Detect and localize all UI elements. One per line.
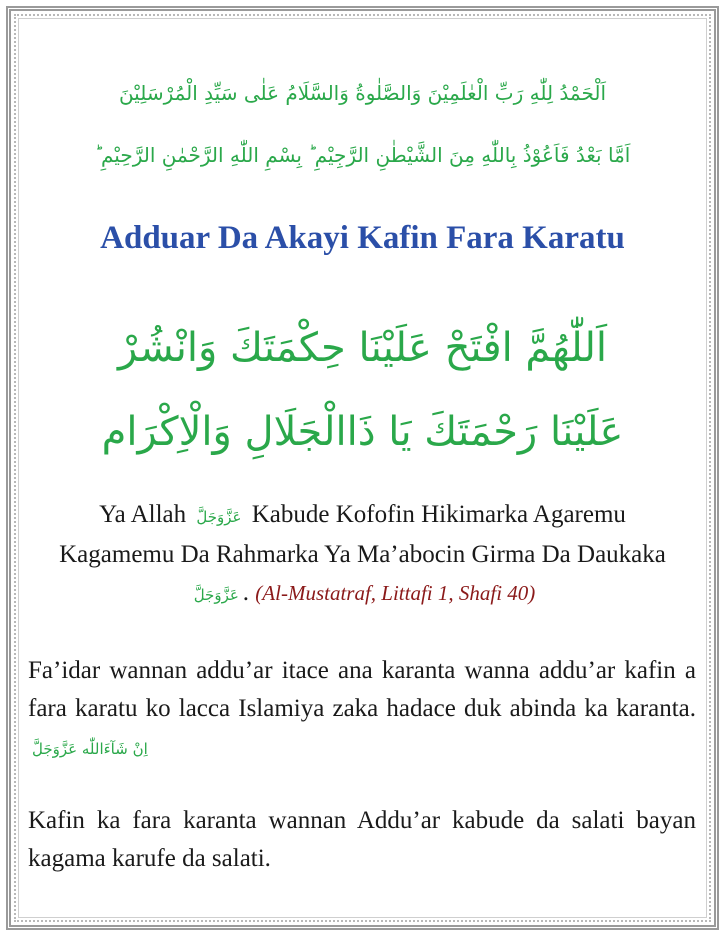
inshallah-text: اِنْ شَآءَاللّٰه عَزَّوَجَلَّ [32,740,148,758]
dua-arabic-line-2: عَلَيْنَا رَحْمَتَكَ يَا ذَاالْجَلَالِ وَالْاِكْرَام [101,409,624,455]
reference-citation: (Al-Mustatraf, Littafi 1, Shafi 40) [255,581,536,605]
translation-part-2: Kabude Kofofin Hikimarka Agaremu Kagamemu Da Rahmarka Ya Ma’abocin Girma Da Daukaka [59,501,666,568]
dua-translation [40,496,685,614]
bismillah-line-2: اَمَّا بَعْدُ فَاَعُوْذُ بِاللّٰهِ مِنَ الشَّيْطٰنِ الرَّجِيْمِ ؕ بِسْمِ اللّٰهِ الرَّحْمٰنِ الرَّحِيْمِ ؕ [94,143,631,167]
dua-arabic-line-1: اَللّٰهُمَّ افْتَحْ عَلَيْنَا حِكْمَتَكَ وَانْشُرْ [117,325,608,371]
translation-part-1: Ya Allah [99,501,187,528]
honorific-azza-wa-jall-2: عَزَّوَجَلَّ [193,586,239,604]
page-title: Adduar Da Akayi Kafin Fara Karatu [100,220,625,256]
translation-period: . [242,579,250,606]
bismillah-line-1: اَلْحَمْدُ لِلّٰهِ رَبِّ الْعٰلَمِيْنَ وَالصَّلٰوةُ وَالسَّلَامُ عَلٰی سَيِّدِ الْمُرْسَلِيْنَ [118,81,607,105]
honorific-azza-wa-jall: عَزَّوَجَلَّ [196,508,242,526]
salati-paragraph [28,802,696,878]
benefit-paragraph [28,652,696,768]
salati-text: Kafin ka fara karanta wannan Addu’ar kabude da salati bayan kagama karufe da salati. [28,807,696,872]
benefit-text: Fa’idar wannan addu’ar itace ana karanta wanna addu’ar kafin a fara karatu ko lacca Islamiya zaka hadace duk abinda ka karanta. [28,657,696,722]
